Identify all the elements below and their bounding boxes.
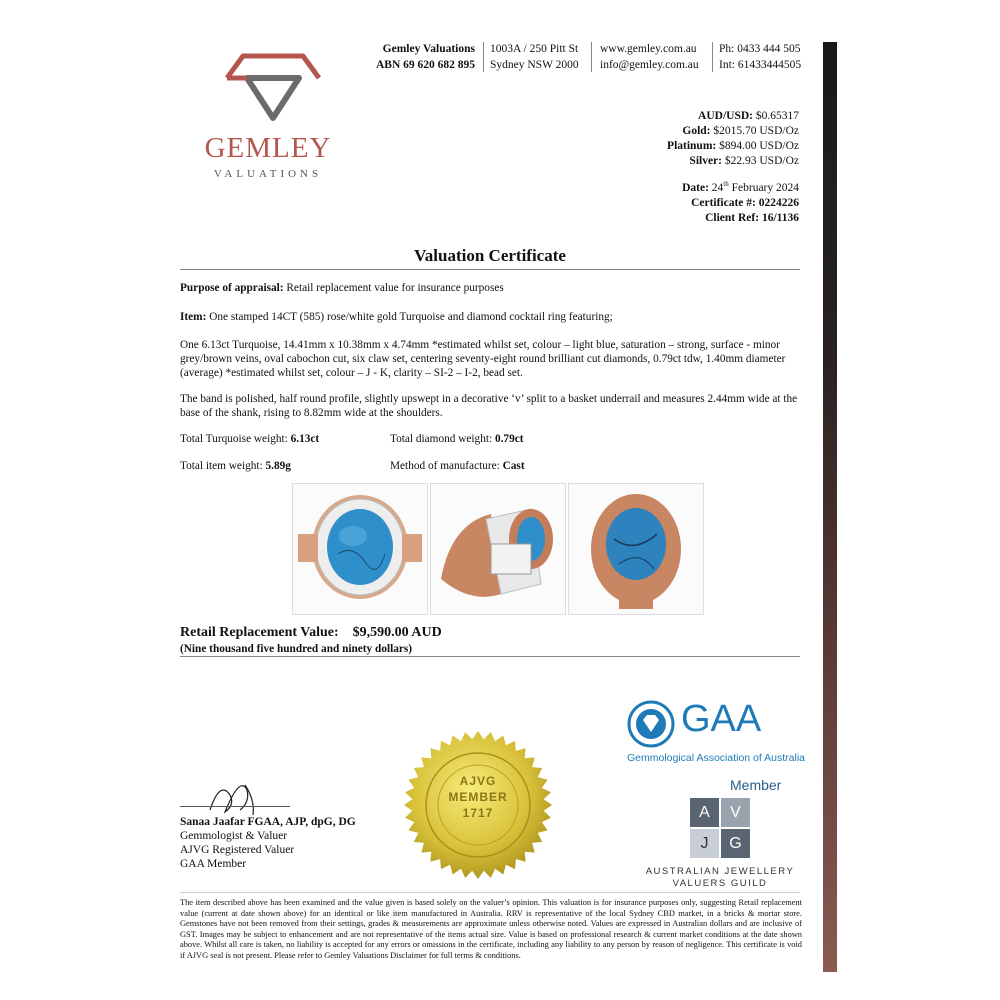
- platinum-label: Platinum:: [667, 140, 717, 152]
- platinum-value: $894.00 USD/Oz: [719, 140, 799, 152]
- signatory-role-1: Gemmologist & Valuer: [180, 830, 288, 842]
- logo-wordmark: GEMLEY: [204, 132, 332, 164]
- phone-number: Ph: 0433 444 505: [719, 43, 801, 55]
- certificate-number-label: Certificate #:: [691, 196, 756, 209]
- date-suffix: th: [723, 180, 729, 188]
- turquoise-weight-value: 6.13ct: [290, 433, 320, 445]
- disclaimer-text: The item described above has been examined and the value given is based solely on the valuer’s opinion. This valuation is for insurance purposes only, suggesting Retail replacement value (current at date shown above) for an identical or like item manufactured in Australia. RRV is representative of the local Sydney CBD market, in a bricks & mortar store. Gemstones have not been removed from their settings, grades & measurements are approximate unless otherwise noted. Values are expressed in Australian dollars and are inclusive of GST. Images may be subject to enhancement and are not representative of the items actual size. Value is based on professional research & current market conditions at the date shown above. Whilst all care is taken, no liability is accepted for any errors or omissions in the certificate, including any liability to any person by reason of negligence. This certificate is void if AJVG seal is not present. Please refer to Gemley Valuations Disclaimer for full terms & conditions.: [180, 898, 802, 960]
- signatory-block: [180, 815, 356, 871]
- aud-usd-label: AUD/USD:: [698, 110, 753, 122]
- disclaimer-rule: [180, 892, 800, 893]
- signatory-name: Sanaa Jaafar FGAA, AJP, dpG, DG: [180, 816, 356, 828]
- gaa-member-label: Member: [730, 777, 782, 793]
- ajvg-letter-tile: J: [690, 829, 719, 858]
- signature-line: [180, 806, 290, 807]
- ajvg-letter-tile: A: [690, 798, 719, 827]
- header-divider: [712, 42, 713, 72]
- header-divider: [591, 42, 592, 72]
- turquoise-weight-label: Total Turquoise weight:: [180, 433, 288, 445]
- description-paragraph-1: One 6.13ct Turquoise, 14.41mm x 10.38mm x 4.74mm *estimated whilst set, colour – light blue, saturation – strong, surface - minor grey/brown veins, oval cabochon cut, six claw set, centering seventy-eight round brilliant cut diamonds, 0.79ct tdw, 1.40mm diameter (average) *estimated whilst set, colour – J - K, clarity – SI-2 – I-2, bead set.: [180, 339, 786, 379]
- item-weight-label: Total item weight:: [180, 460, 263, 472]
- silver-value: $22.93 USD/Oz: [724, 155, 799, 167]
- client-ref-label: Client Ref:: [705, 211, 760, 224]
- retail-value-label: Retail Replacement Value:: [180, 625, 339, 640]
- item-label: Item:: [180, 311, 207, 323]
- gold-label: Gold:: [682, 125, 711, 137]
- item-value: One stamped 14CT (585) rose/white gold Turquoise and diamond cocktail ring featuring;: [209, 311, 613, 323]
- signatory-role-2: AJVG Registered Valuer: [180, 844, 295, 856]
- ring-photo-side: [430, 483, 566, 615]
- total-diamond-weight: [390, 433, 524, 445]
- seal-text-1: AJVG: [459, 774, 497, 788]
- certificate-meta: [600, 177, 799, 226]
- company-abn: ABN 69 620 682 895: [375, 59, 475, 71]
- diamond-logo-icon: [213, 50, 333, 130]
- header-divider: [483, 42, 484, 72]
- section-rule: [180, 656, 800, 657]
- retail-replacement-value: [180, 625, 442, 641]
- gold-seal-icon: [403, 730, 553, 880]
- logo-tagline: VALUATIONS: [213, 168, 323, 180]
- ajvg-logo: [690, 798, 750, 860]
- method-of-manufacture: [390, 460, 525, 472]
- method-label: Method of manufacture:: [390, 460, 500, 472]
- ajvg-name-line-2: VALUERS GUILD: [672, 878, 768, 889]
- gaa-abbreviation: GAA: [681, 698, 762, 740]
- title-rule: [180, 269, 800, 270]
- company-name: Gemley Valuations: [382, 43, 475, 55]
- ajvg-letter-tile: V: [721, 798, 750, 827]
- certificate-title: Valuation Certificate: [414, 246, 566, 265]
- retail-value-amount: $9,590.00 AUD: [352, 625, 442, 640]
- email-link[interactable]: info@gemley.com.au: [600, 59, 699, 71]
- gaa-full-name: Gemmological Association of Australia: [627, 752, 806, 764]
- ring-photo-front: [292, 483, 428, 615]
- item-weight-value: 5.89g: [265, 460, 291, 472]
- purpose-label: Purpose of appraisal:: [180, 282, 284, 294]
- retail-value-words: (Nine thousand five hundred and ninety dollars): [180, 643, 413, 655]
- ajvg-name-line-1: AUSTRALIAN JEWELLERY: [645, 866, 795, 877]
- purpose-line: [180, 281, 800, 295]
- diamond-weight-value: 0.79ct: [494, 433, 524, 445]
- total-item-weight: [180, 460, 291, 472]
- rates-block: [600, 109, 799, 169]
- method-value: Cast: [502, 460, 525, 472]
- date-label: Date:: [682, 181, 709, 194]
- silver-label: Silver:: [689, 155, 722, 167]
- header-company: [370, 41, 475, 73]
- address-line-1: 1003A / 250 Pitt St: [490, 43, 579, 55]
- website-link[interactable]: www.gemley.com.au: [600, 43, 697, 55]
- gemley-logo: [205, 50, 335, 185]
- diamond-weight-label: Total diamond weight:: [390, 433, 493, 445]
- seal-text-3: 1717: [462, 806, 494, 820]
- header-address: [490, 41, 579, 73]
- date-month-year: February 2024: [731, 181, 799, 194]
- description-paragraph-2: The band is polished, half round profile, slightly upswept in a decorative ‘v’ split to a basket underrail and measures 2.44mm wide at the base of the shank, rising to 8.82mm wide at the shoulders.: [180, 393, 798, 419]
- date-day: 24: [711, 181, 724, 194]
- aud-usd-value: $0.65317: [755, 110, 799, 122]
- gaa-logo: [625, 698, 806, 770]
- signatory-role-3: GAA Member: [180, 858, 247, 870]
- header-web: [600, 41, 699, 73]
- item-line: [180, 310, 800, 324]
- seal-text-2: MEMBER: [448, 790, 508, 804]
- side-accent-bar: [823, 42, 837, 972]
- gold-value: $2015.70 USD/Oz: [713, 125, 799, 137]
- purpose-value: Retail replacement value for insurance purposes: [286, 282, 504, 294]
- client-ref: 16/1136: [761, 211, 799, 224]
- ring-photo-back: [568, 483, 704, 615]
- signature: [195, 770, 305, 820]
- header-phone: [719, 41, 801, 73]
- intl-phone-number: Int: 61433444505: [719, 59, 802, 71]
- certificate-number: 0224226: [758, 196, 799, 209]
- gaa-diamond-badge-icon: [627, 700, 675, 748]
- total-turquoise-weight: [180, 433, 319, 445]
- ajvg-name: [640, 866, 800, 890]
- ajvg-member-seal: [403, 730, 553, 880]
- ajvg-letter-tile: G: [721, 829, 750, 858]
- address-line-2: Sydney NSW 2000: [490, 59, 579, 71]
